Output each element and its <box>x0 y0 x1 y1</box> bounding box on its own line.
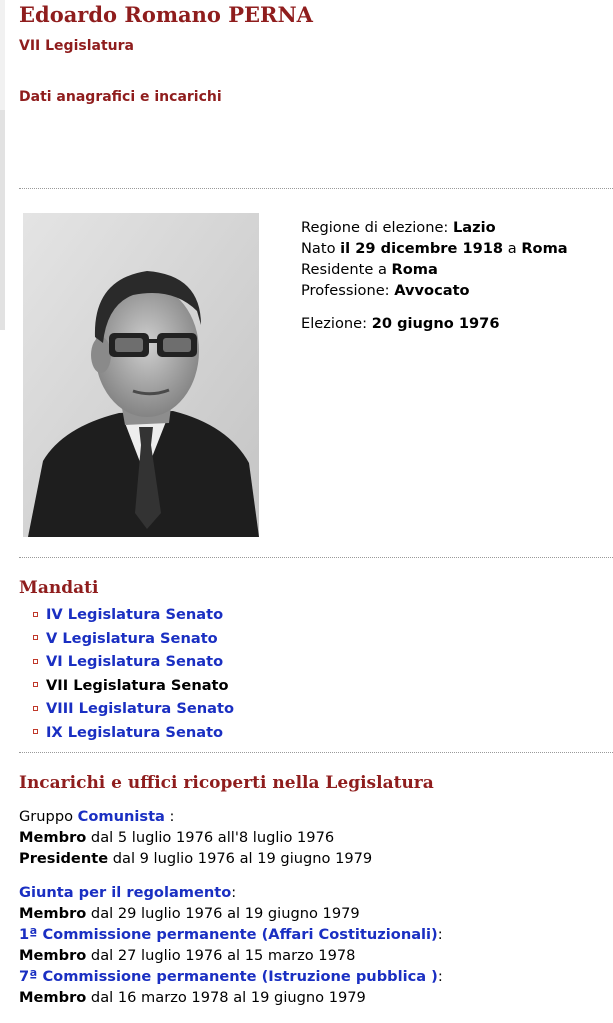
square-bullet-icon <box>33 729 38 734</box>
gruppo-link[interactable]: Comunista <box>77 808 165 825</box>
role-period: dal 16 marzo 1978 al 19 giugno 1979 <box>86 989 366 1006</box>
regione-label: Regione di elezione: <box>301 219 453 236</box>
role-period: dal 29 luglio 1976 al 19 giugno 1979 <box>86 905 360 922</box>
body-role-row <box>19 945 443 966</box>
mandato-link[interactable]: IX Legislatura Senato <box>46 723 224 741</box>
incarichi-heading: Incarichi e uffici ricoperti nella Legislatura <box>19 773 434 793</box>
body-suffix: : <box>231 884 237 901</box>
elezione-row <box>301 313 568 334</box>
professione-value: Avvocato <box>394 282 470 299</box>
professione-label: Professione: <box>301 282 395 299</box>
regione-value: Lazio <box>452 219 496 236</box>
role-period: dal 9 luglio 1976 al 19 giugno 1979 <box>108 850 373 867</box>
mandato-link[interactable]: VIII Legislatura Senato <box>46 700 234 717</box>
gruppo-row <box>19 806 443 827</box>
residente-row <box>301 259 568 280</box>
dati-anagrafici-heading: Dati anagrafici e incarichi <box>19 89 222 105</box>
gruppo-suffix: : <box>164 808 175 825</box>
body-link[interactable]: Giunta per il regolamento <box>19 884 232 901</box>
nato-separator: a <box>503 240 522 257</box>
senator-photo <box>23 213 259 537</box>
nato-row <box>301 238 568 259</box>
role-label: Membro <box>19 947 87 964</box>
mandato-link[interactable]: VI Legislatura Senato <box>46 653 224 670</box>
residente-value: Roma <box>391 261 438 278</box>
residente-label: Residente a <box>301 261 392 278</box>
body-row <box>19 924 443 945</box>
mandato-item[interactable] <box>33 721 234 745</box>
square-bullet-icon <box>33 635 38 640</box>
elezione-value: 20 giugno 1976 <box>371 315 500 332</box>
role-period: dal 5 luglio 1976 all'8 luglio 1976 <box>86 829 335 846</box>
mandato-link[interactable]: IV Legislatura Senato <box>46 606 224 623</box>
professione-row <box>301 280 568 301</box>
square-bullet-icon <box>33 682 38 687</box>
mandati-list <box>33 603 234 744</box>
role-label: Membro <box>19 829 87 846</box>
body-link[interactable]: 7ª Commissione permanente (Istruzione pubblica ) <box>19 968 438 985</box>
senator-name: Edoardo Romano PERNA <box>19 2 313 27</box>
dotted-divider <box>19 752 613 753</box>
gruppo-role-row <box>19 848 443 869</box>
nato-date: il 29 dicembre 1918 <box>340 240 504 257</box>
nato-label: Nato <box>301 240 341 257</box>
mandato-item[interactable] <box>33 650 234 674</box>
mandato-current-label: VII Legislatura Senato <box>46 676 229 694</box>
role-label: Presidente <box>19 850 109 867</box>
nato-place: Roma <box>521 240 568 257</box>
elezione-label: Elezione: <box>301 315 372 332</box>
mandati-heading: Mandati <box>19 578 99 598</box>
mandato-item[interactable] <box>33 697 234 721</box>
role-label: Membro <box>19 905 87 922</box>
mandato-item[interactable] <box>33 603 234 627</box>
body-row <box>19 966 443 987</box>
square-bullet-icon <box>33 659 38 664</box>
body-link[interactable]: 1ª Commissione permanente (Affari Costituzionali) <box>19 926 438 943</box>
dotted-divider <box>19 188 613 189</box>
mandato-item[interactable] <box>33 627 234 651</box>
body-role-row <box>19 987 443 1008</box>
square-bullet-icon <box>33 706 38 711</box>
gruppo-role-row <box>19 827 443 848</box>
mandato-item-current <box>33 674 234 698</box>
body-role-row <box>19 903 443 924</box>
legislatura-label: VII Legislatura <box>19 38 134 54</box>
gruppo-prefix: Gruppo <box>19 808 78 825</box>
body-row <box>19 882 443 903</box>
left-sidebar-edge-top <box>0 0 5 110</box>
role-period: dal 27 luglio 1976 al 15 marzo 1978 <box>86 947 356 964</box>
body-suffix: : <box>437 968 443 985</box>
spacer <box>19 869 443 882</box>
incarichi-list <box>19 806 443 1008</box>
regione-row <box>301 217 568 238</box>
body-suffix: : <box>437 926 443 943</box>
square-bullet-icon <box>33 612 38 617</box>
role-label: Membro <box>19 989 87 1006</box>
personal-info <box>301 217 568 334</box>
mandato-link[interactable]: V Legislatura Senato <box>46 629 218 647</box>
dotted-divider <box>19 557 613 558</box>
